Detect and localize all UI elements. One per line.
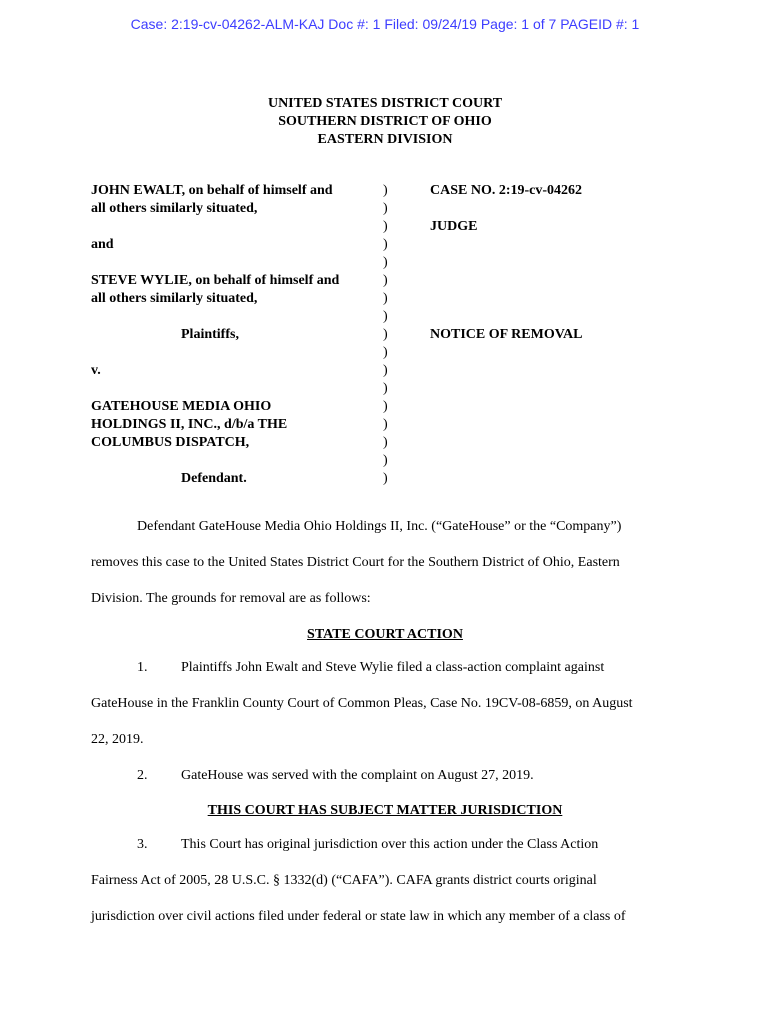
paragraph-1-line-1: Plaintiffs John Ewalt and Steve Wylie filed a class-action complaint against — [181, 660, 605, 675]
paren: ) — [383, 453, 388, 468]
defendant-line-b: HOLDINGS II, INC., d/b/a THE — [91, 417, 288, 432]
paragraph-number: 1. — [137, 660, 148, 675]
paren: ) — [383, 327, 388, 342]
paren: ) — [383, 471, 388, 486]
defendant-line-c: COLUMBUS DISPATCH, — [91, 435, 250, 450]
paren: ) — [383, 309, 388, 324]
plaintiff-1-line-b: all others similarly situated, — [91, 201, 258, 216]
paren: ) — [383, 417, 388, 432]
defendant-label: Defendant. — [181, 471, 247, 486]
paragraph-1-line-3: 22, 2019. — [91, 732, 144, 747]
paragraph-2-line-1: GateHouse was served with the complaint on August 27, 2019. — [181, 768, 534, 783]
case-number: CASE NO. 2:19-cv-04262 — [430, 183, 583, 198]
paren: ) — [383, 399, 388, 414]
court-division: EASTERN DIVISION — [317, 132, 453, 147]
defendant-line-a: GATEHOUSE MEDIA OHIO — [91, 399, 272, 414]
plaintiff-2-line-a: STEVE WYLIE, on behalf of himself and — [91, 273, 340, 288]
intro-line-3: Division. The grounds for removal are as follows: — [91, 591, 371, 606]
paren: ) — [383, 255, 388, 270]
paren: ) — [383, 183, 388, 198]
paren: ) — [383, 381, 388, 396]
paren: ) — [383, 291, 388, 306]
court-heading — [0, 95, 770, 149]
intro-line-1: Defendant GateHouse Media Ohio Holdings II, Inc. (“GateHouse” or the “Company”) — [137, 519, 622, 534]
court-name: UNITED STATES DISTRICT COURT — [267, 96, 503, 111]
paren: ) — [383, 435, 388, 450]
intro-line-2: removes this case to the United States District Court for the Southern District of Ohio, Eastern — [91, 555, 620, 570]
paragraph-number: 3. — [137, 837, 148, 852]
plaintiffs-label: Plaintiffs, — [181, 327, 239, 342]
paragraph-number: 2. — [137, 768, 148, 783]
paren: ) — [383, 219, 388, 234]
paren: ) — [383, 201, 388, 216]
paren: ) — [383, 273, 388, 288]
filing-stamp: Case: 2:19-cv-04262-ALM-KAJ Doc #: 1 Filed: 09/24/19 Page: 1 of 7 PAGEID #: 1 — [130, 16, 640, 32]
and-conjunction: and — [91, 237, 114, 252]
paragraph-1-line-2: GateHouse in the Franklin County Court of Common Pleas, Case No. 19CV-08-6859, on August — [91, 696, 633, 711]
paren: ) — [383, 363, 388, 378]
judge-label: JUDGE — [430, 219, 478, 234]
versus: v. — [91, 363, 101, 378]
plaintiff-2-line-b: all others similarly situated, — [91, 291, 258, 306]
document-title: NOTICE OF REMOVAL — [430, 327, 583, 342]
paren: ) — [383, 237, 388, 252]
caption-parentheses — [383, 182, 395, 488]
paragraph-3-line-2: Fairness Act of 2005, 28 U.S.C. § 1332(d) (“CAFA”). CAFA grants district courts original — [91, 873, 597, 888]
section-heading-state-court-action: STATE COURT ACTION — [307, 627, 463, 642]
caption-parties — [91, 182, 376, 488]
paragraph-3-line-3: jurisdiction over civil actions filed under federal or state law in which any member of a class of — [91, 909, 626, 924]
paragraph-3-line-1: This Court has original jurisdiction over this action under the Class Action — [181, 837, 599, 852]
court-district: SOUTHERN DISTRICT OF OHIO — [278, 114, 492, 129]
paren: ) — [383, 345, 388, 360]
plaintiff-1-line-a: JOHN EWALT, on behalf of himself and — [91, 183, 333, 198]
section-heading-jurisdiction: THIS COURT HAS SUBJECT MATTER JURISDICTION — [207, 803, 563, 818]
